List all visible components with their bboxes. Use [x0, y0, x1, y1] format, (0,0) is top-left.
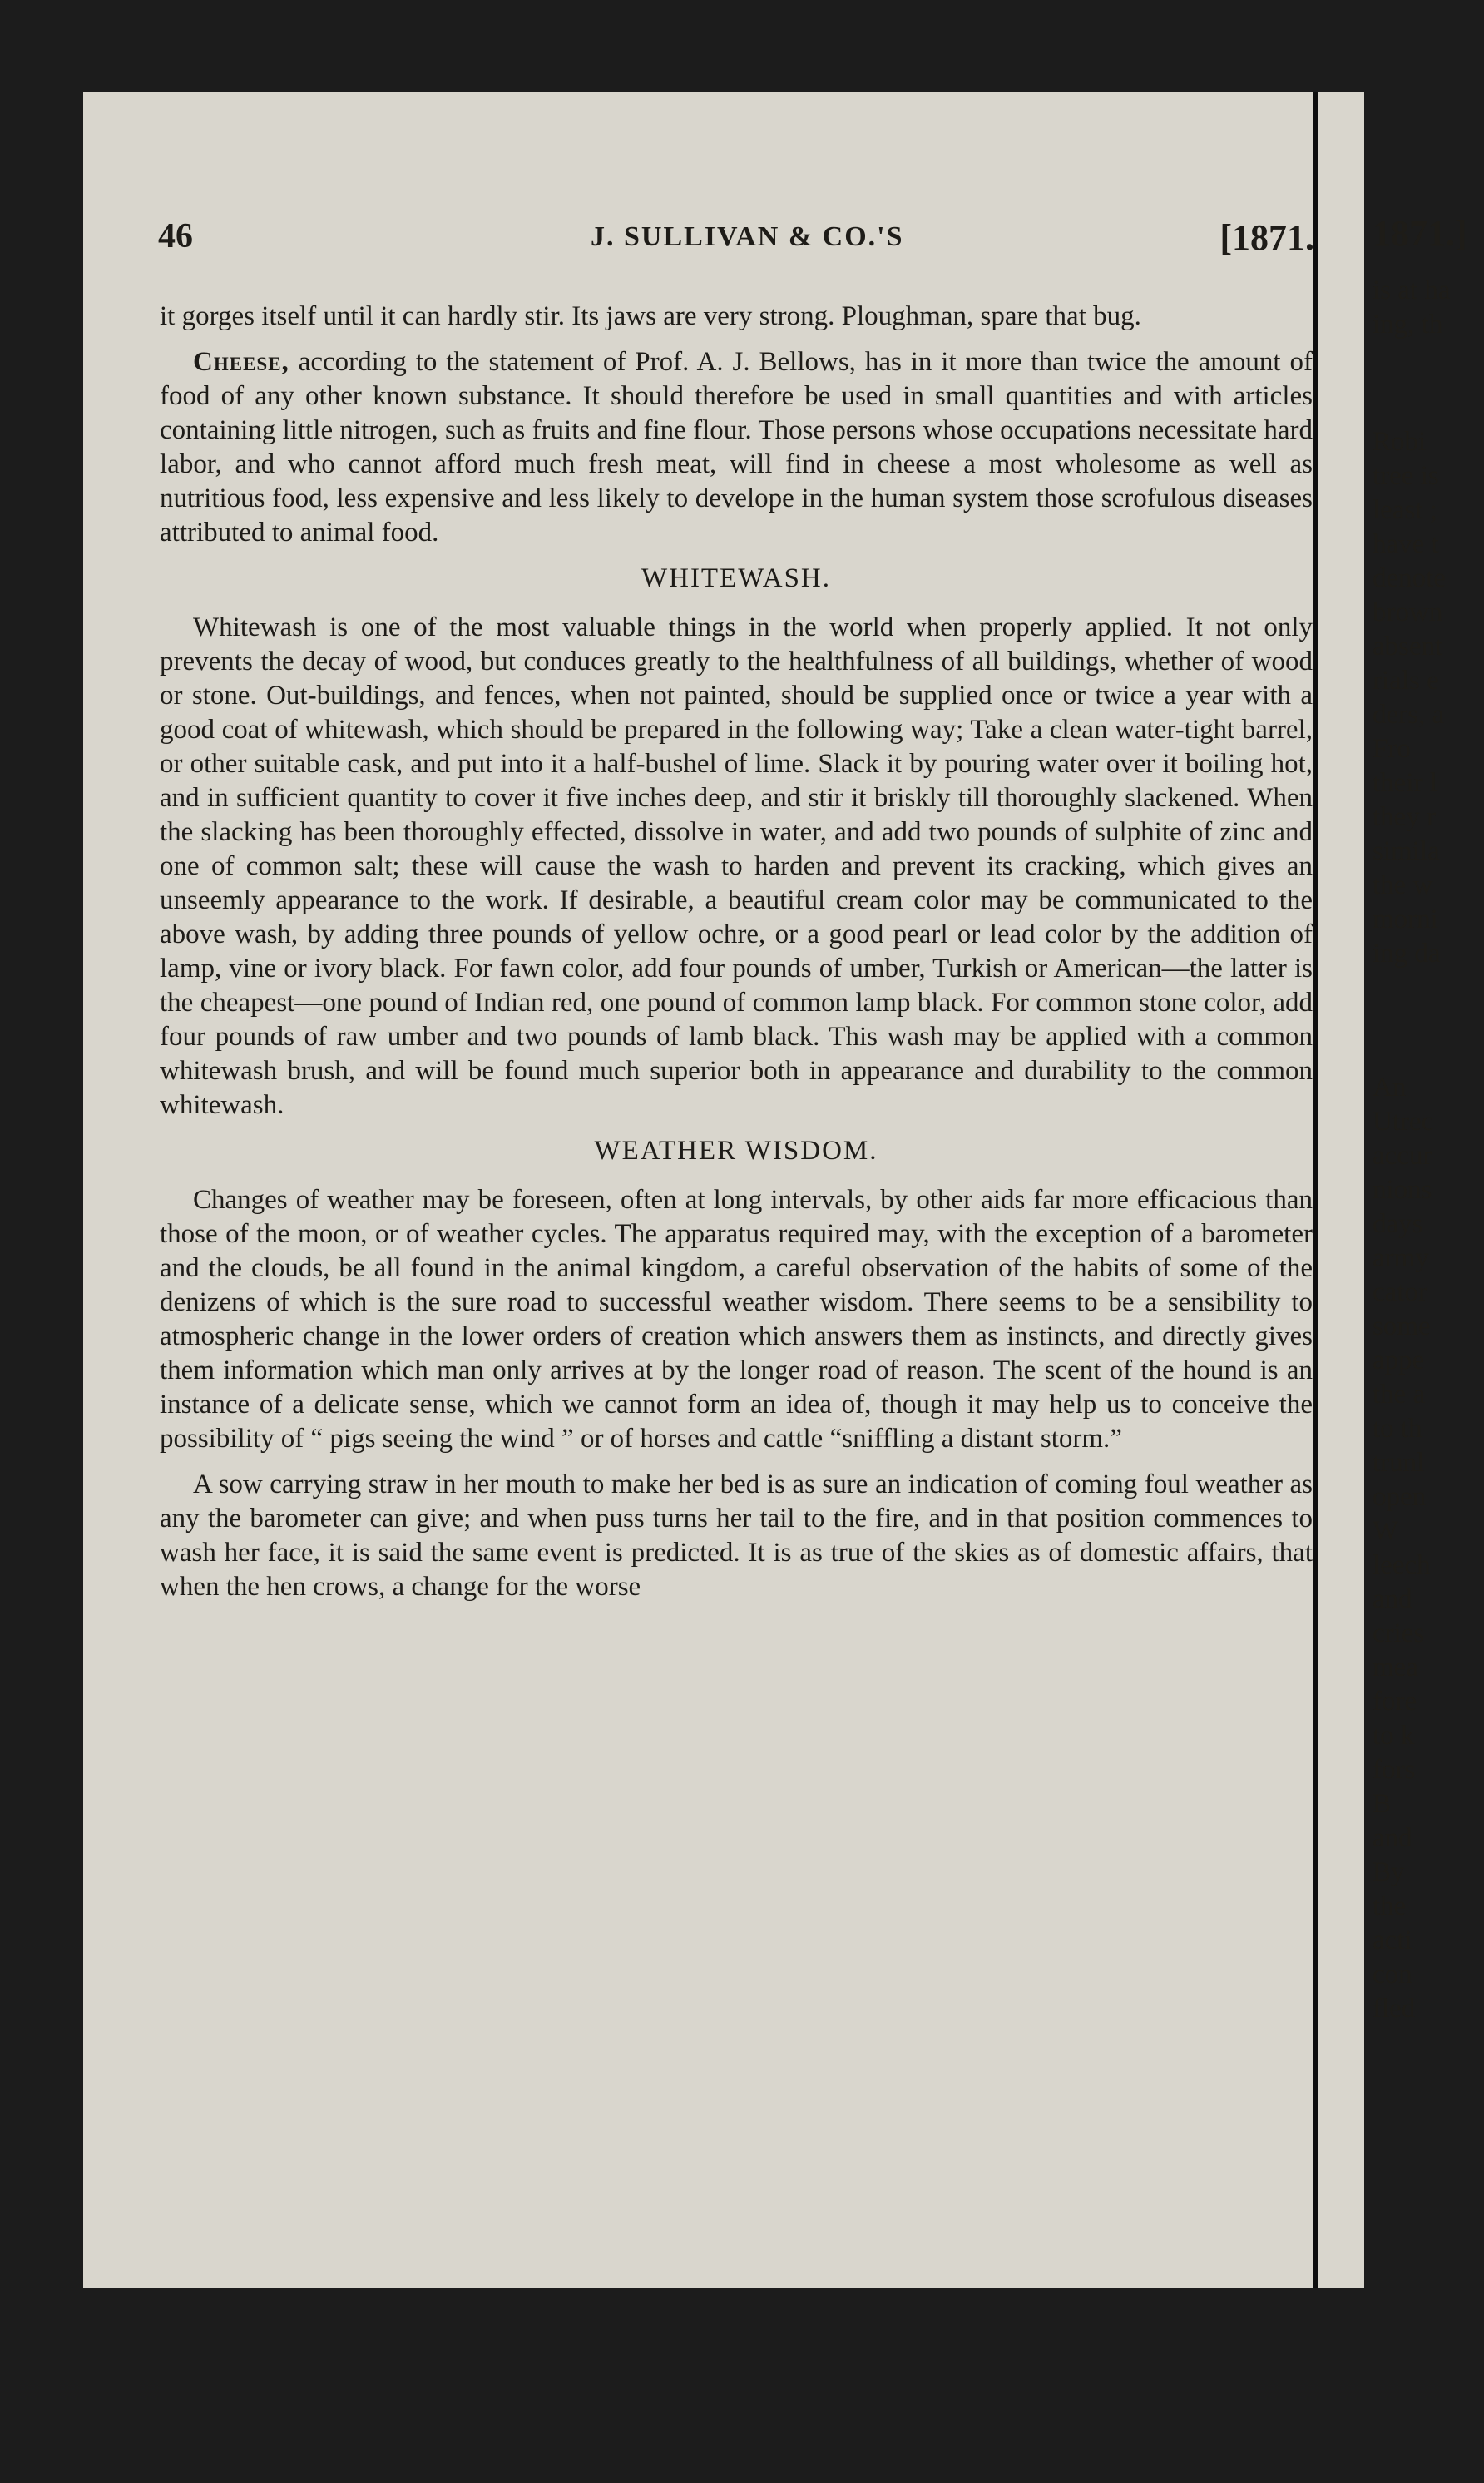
facing-line-fragment: morni: [1373, 904, 1438, 934]
paragraph-whitewash: Whitewash is one of the most valuable things in the world when properly applied. It not only prevents the decay of wood, but conduces greatly to the healthfulness of all buildings, whether of wood or stone. Out-buildings, and fences, when not painted, should be supplied once or twice a year with a good coat of whitewash, which should be prepared in the following way; Take a clean water-tight barrel, or other suitable cask, and put into it a half-bushel of lime. Slack it by pouring water over it boiling hot, and in sufficient quantity to cover it five inches deep, and stir it briskly till thoroughly slackened. When the slacking has been thoroughly effected, dissolve in water, and add two pounds of sulphite of zinc and one of common salt; these will cause the wash to harden and prevent its cracking, which gives an unseemly appearance to the work. If desirable, a beautiful cream color may be communicated to the above wash, by adding three pounds of yellow ochre, or a good pearl or lead color by the addition of lamp, vine or ivory black. For fawn color, add four pounds of umber, Turkish or American—the latter is the cheapest—one pound of Indian red, one pound of common lamp black. For common stone color, add four pounds of raw umber and two pounds of lamb black. This wash may be applied with a common whitewash brush, and will be found much superior both in appearance and durability to the common whitewash.: [160, 612, 1313, 1120]
facing-line-fragment: have t: [1373, 529, 1439, 559]
facing-line-fragment: Fro: [1373, 734, 1411, 764]
paragraph-weather-2: A sow carrying straw in her mouth to make her bed is as sure an indication of coming foul weather as any the barometer can give; and when puss turns her tail to the fire, and in that position commences to wash her face, it is said the same event is predicted. It is as true of the skies as of domestic affairs, that when the hen crows, a change for the worse: [160, 1469, 1313, 1602]
facing-line-fragment: appe: [1373, 1346, 1425, 1375]
facing-gap: [1373, 342, 1447, 425]
facing-line-fragment: brown: [1373, 597, 1443, 627]
facing-line-fragment: denote: [1373, 563, 1446, 593]
facing-line-fragment: fore: [1373, 1687, 1417, 1717]
facing-line-fragment: is at ha: [1373, 275, 1451, 305]
facing-gap: [1373, 971, 1447, 1071]
facing-line-fragment: con: [1373, 1960, 1412, 1990]
facing-line-fragment: some: [1373, 1311, 1431, 1341]
facing-line-fragment: Utrec: [1373, 1107, 1434, 1137]
paragraph-weather-1: Changes of weather may be foreseen, often at long intervals, by other aids far more efficacious than those of the moon, or of weather cycles. The apparatus required may, with the exception of a barometer and the clouds, be all found in the animal kingdom, a careful observation of the habits of some of the denizens of which is the sure road to successful weather wisdom. There seems to be a sensibility to atmospheric change in the lower orders of creation which answers them as instincts, and directly gives them information which man only arrives at by the longer road of reason. The scent of the hound is an instance of a delicate sense, which we cannot form an idea of, though it may help us to conceive the possibility of “ pigs seeing the wind ” or of horses and cattle “sniffling a distant storm.”: [160, 1185, 1313, 1454]
facing-line-fragment: fled: [1373, 1994, 1416, 2024]
facing-line-fragment: nions: [1373, 1175, 1432, 1205]
page-gutter-divider: [1313, 92, 1318, 2288]
facing-line-fragment: acti: [1373, 1925, 1412, 1955]
facing-line-fragment: mea: [1373, 1653, 1418, 1683]
facing-line-fragment: cries: [1373, 1618, 1425, 1648]
cheese-lead-word: Cheese,: [193, 347, 289, 377]
facing-line-fragment: open: [1373, 1482, 1427, 1512]
facing-line-fragment: and: [1373, 1823, 1412, 1853]
facing-page-year: 1871.]: [1373, 213, 1467, 254]
running-header: [158, 216, 1314, 275]
facing-line-fragment: fors: [1373, 1755, 1416, 1785]
facing-line-fragment: days: [1373, 1209, 1423, 1239]
cheese-text: according to the statement of Prof. A. J. Bellows, has in it more than twice the amount of food of any other known substance. It should therefore be used in small quantities and with articles containing little nitrogen, such as fruits and fine flour. Those persons whose occupations necessitate hard labor, and who cannot afford much fresh meat, will find in cheese a most wholesome as well as nutritious food, less expensive and less likely to develope in the human system those scrofulous diseases attributed to animal food.: [160, 347, 1313, 548]
heading-weather-wisdom: WEATHER WISDOM.: [594, 1136, 878, 1166]
facing-line-fragment: absent: [1373, 632, 1443, 662]
facing-line-fragment: army: [1373, 1243, 1429, 1273]
facing-line-fragment: the a: [1373, 1380, 1426, 1410]
header-year: [1871.: [1219, 217, 1314, 258]
heading-whitewash: WHITEWASH.: [641, 563, 832, 593]
facing-page-fragment: [1373, 213, 1467, 2026]
facing-line-fragment: they r: [1373, 802, 1437, 832]
page-number: 46: [158, 217, 193, 255]
facing-lines-a: [1373, 274, 1451, 342]
facing-line-fragment: By: [1373, 1857, 1405, 1887]
facing-line-fragment: ing, th: [1373, 310, 1443, 339]
facing-line-fragment: rials e: [1373, 666, 1439, 696]
main-text-column: [160, 300, 1313, 1616]
facing-line-fragment: and: [1373, 1584, 1412, 1614]
facing-line-fragment: least ;: [1373, 495, 1437, 525]
facing-line-fragment: their l: [1373, 768, 1437, 798]
facing-lines-b: [1373, 425, 1447, 971]
facing-line-fragment: the w: [1373, 870, 1433, 900]
book-page: [83, 92, 1467, 2288]
facing-line-fragment: trunl: [1373, 1448, 1425, 1478]
facing-line-fragment: W: [1373, 1516, 1399, 1546]
facing-line-fragment: to k: [1373, 1721, 1415, 1751]
facing-line-fragment: simila: [1373, 836, 1440, 866]
facing-line-fragment: to th: [1373, 1414, 1422, 1444]
paragraph-cheese: [160, 345, 1313, 550]
facing-line-fragment: tree is: [1373, 461, 1439, 491]
facing-line-fragment: ing da: [1373, 939, 1441, 969]
facing-line-fragment: accur: [1373, 1141, 1432, 1171]
running-title: J. SULLIVAN & CO.'S: [591, 221, 904, 252]
facing-line-fragment: cator: [1373, 1277, 1427, 1307]
facing-line-fragment: leech: [1373, 1550, 1431, 1580]
facing-line-fragment: Robi: [1373, 427, 1427, 457]
facing-line-fragment: An: [1373, 1073, 1407, 1103]
facing-line-fragment: B: [1373, 1789, 1392, 1819]
facing-line-fragment: the: [1373, 1891, 1407, 1921]
facing-lines-c: [1373, 1071, 1447, 2026]
facing-line-fragment: ders, a: [1373, 700, 1445, 730]
paragraph-bug-ending: it gorges itself until it can hardly stir. Its jaws are very strong. Ploughman, spare that bug.: [160, 301, 1141, 331]
